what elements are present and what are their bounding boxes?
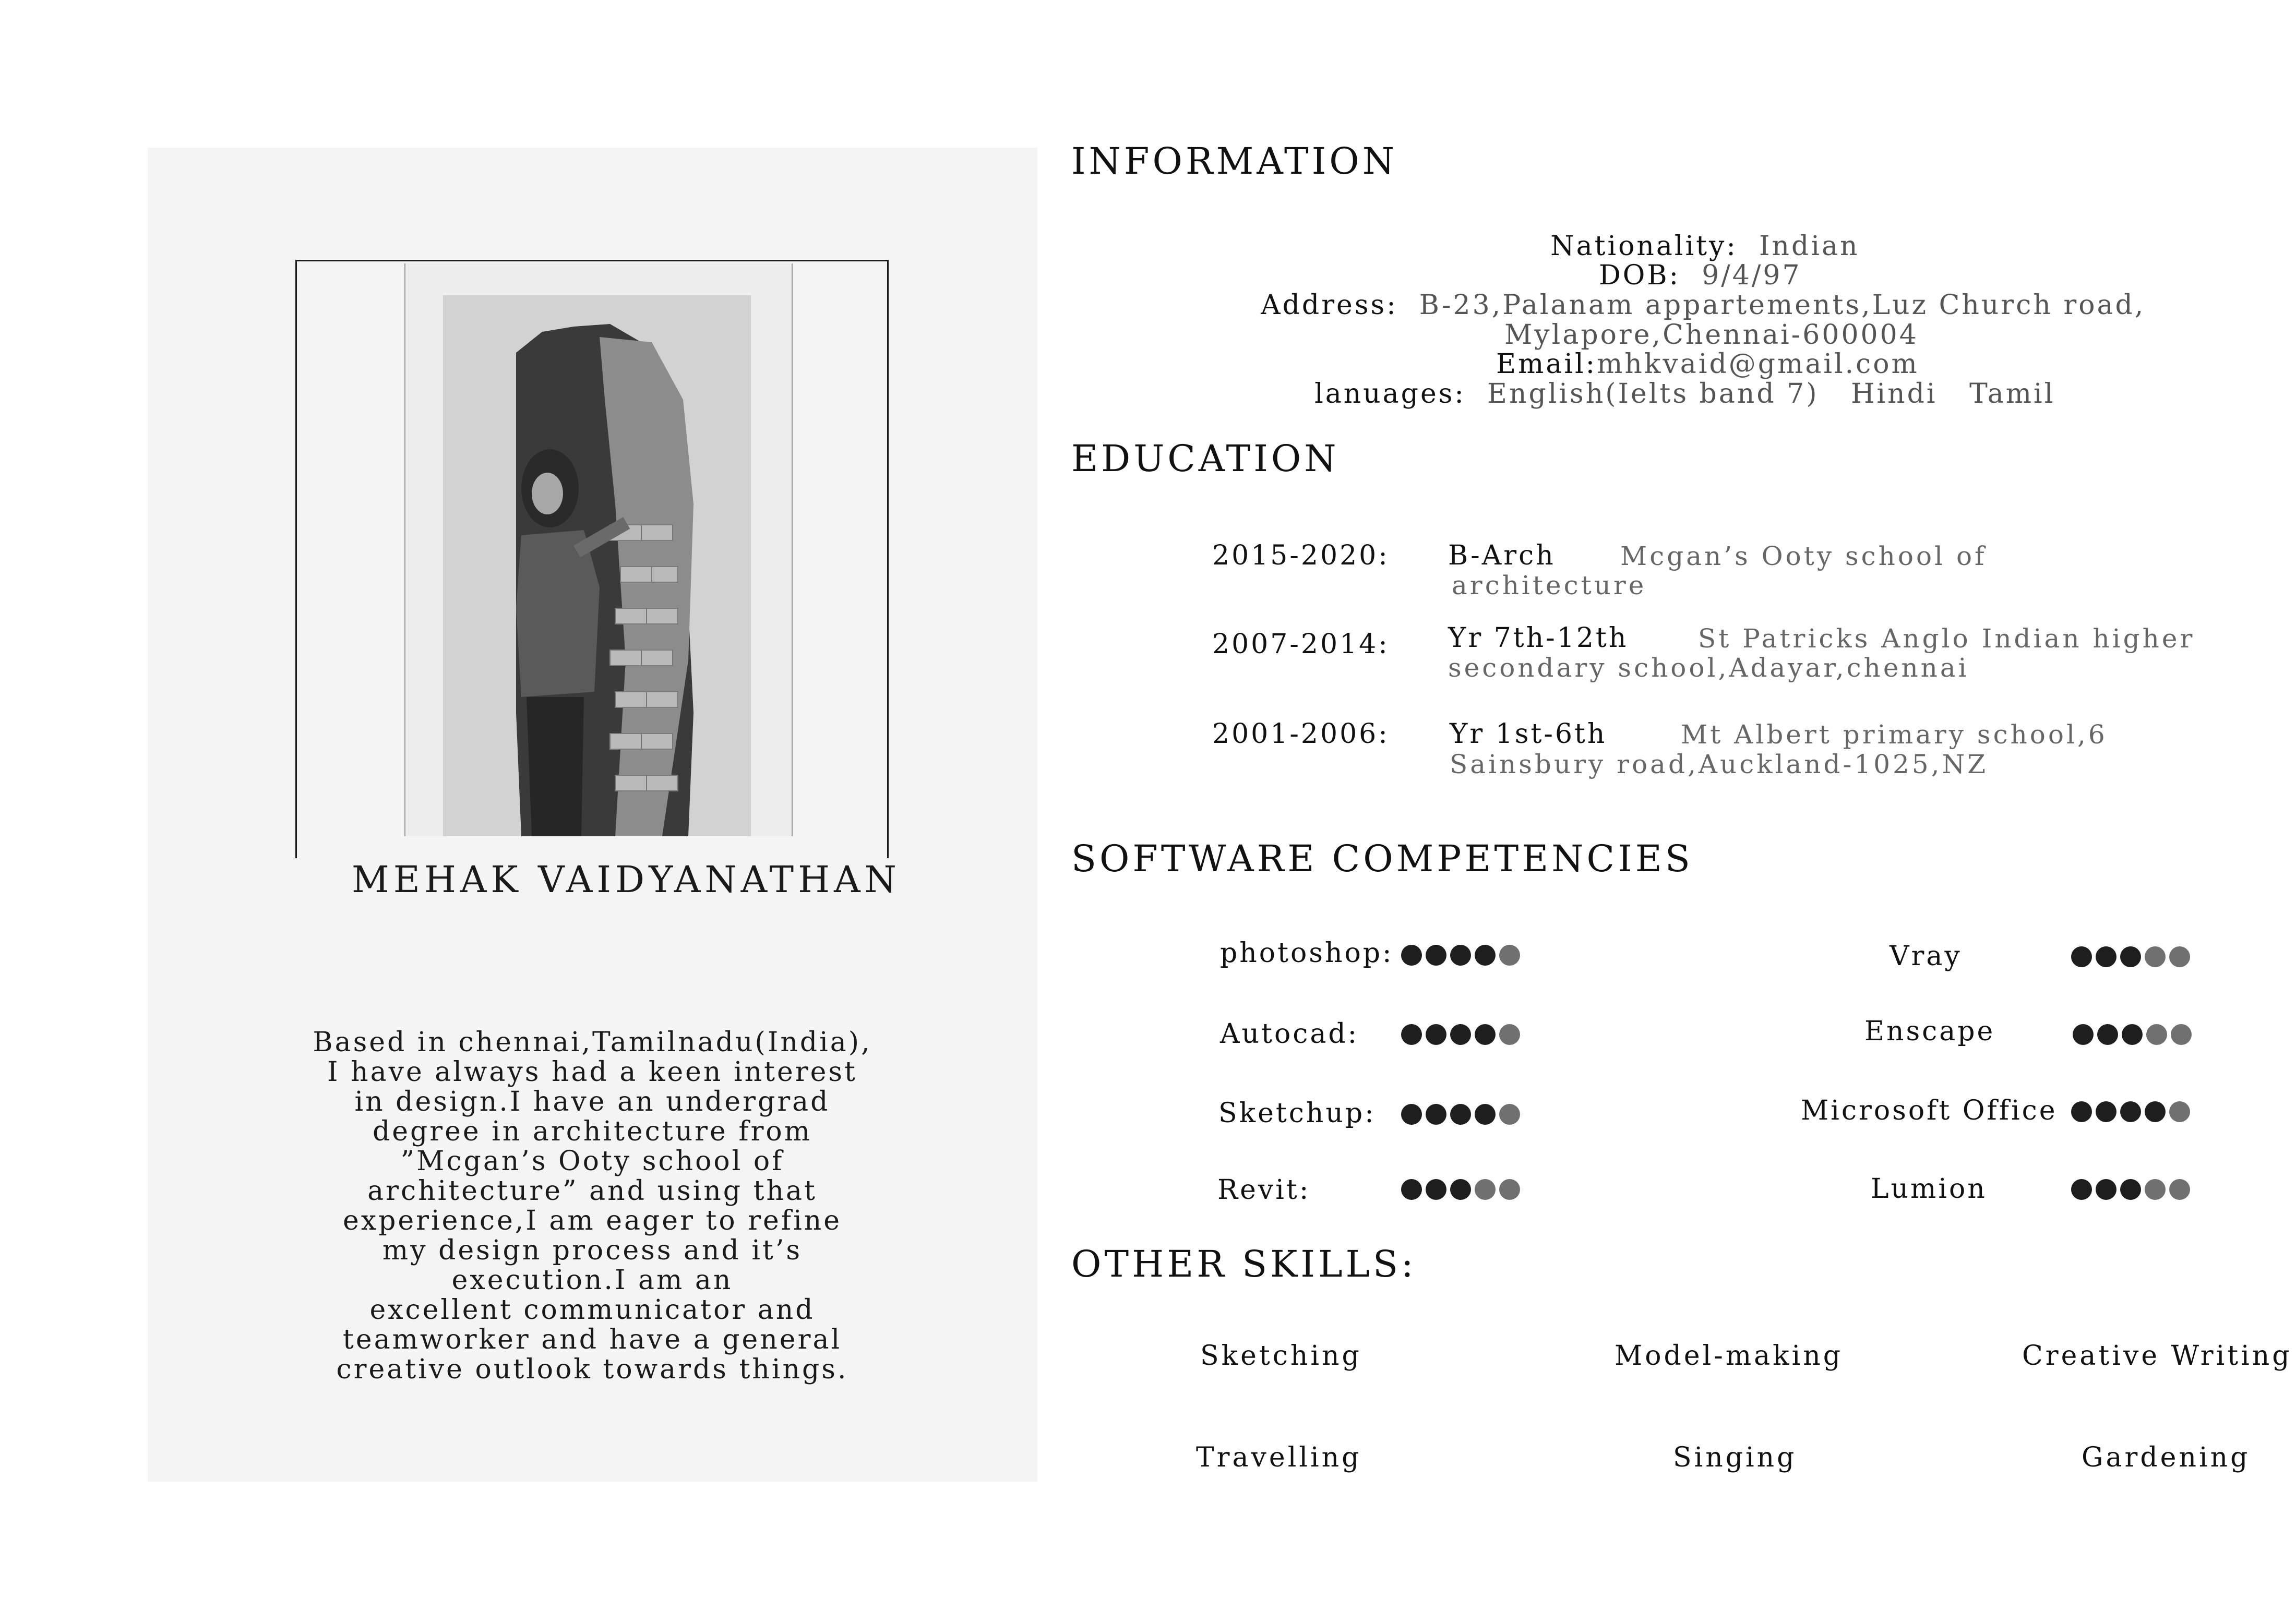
languages-row xyxy=(1293,347,2055,410)
rating-dots xyxy=(2071,946,2190,967)
email-value: mhkvaid@gmail.com xyxy=(1597,348,1919,380)
education-school: St Patricks Anglo Indian higher xyxy=(1698,623,2195,654)
rating-dots xyxy=(2073,1024,2192,1045)
skill-item: Travelling xyxy=(1196,1442,1362,1473)
rating-dot-empty xyxy=(2146,1024,2167,1045)
address-line-2: Mylapore,Chennai-600004 xyxy=(1504,319,1919,351)
skill-item: Model-making xyxy=(1615,1340,1844,1372)
rating-dots xyxy=(1401,1179,1520,1200)
education-degree: Yr 1st-6th xyxy=(1450,718,1607,750)
rating-dot-filled xyxy=(1426,1024,1446,1045)
address-label: Address: xyxy=(1261,290,1398,321)
software-name: Autocad: xyxy=(1220,1018,1359,1050)
frame-right-line xyxy=(887,260,889,880)
rating-dot-filled xyxy=(1475,945,1496,966)
education-heading: EDUCATION xyxy=(1071,437,1340,480)
education-years: 2015-2020: xyxy=(1212,540,1390,571)
software-heading: SOFTWARE COMPETENCIES xyxy=(1071,837,1693,880)
rating-dot-filled xyxy=(2120,1101,2141,1122)
rating-dot-filled xyxy=(2096,1101,2116,1122)
bio-line: creative outlook towards things. xyxy=(336,1354,848,1385)
bio-line: architecture” and using that xyxy=(367,1175,817,1207)
rating-dot-filled xyxy=(2071,1179,2092,1200)
software-name: Revit: xyxy=(1217,1174,1311,1206)
rating-dot-empty xyxy=(1499,1024,1520,1045)
bio-line: excellent communicator and xyxy=(369,1294,815,1326)
rating-dots xyxy=(1401,1024,1520,1045)
bio-line: execution.I am an xyxy=(451,1265,733,1296)
rating-dot-empty xyxy=(1499,1179,1520,1200)
bio-line: Based in chennai,Tamilnadu(India), xyxy=(313,1027,872,1058)
email-label: Email: xyxy=(1496,348,1597,380)
education-school-line2: Sainsbury road,Auckland-1025,NZ xyxy=(1450,749,1989,779)
bio-line: degree in architecture from xyxy=(372,1116,812,1147)
rating-dots xyxy=(2071,1101,2190,1122)
rating-dot-filled xyxy=(1475,1104,1496,1125)
rating-dot-filled xyxy=(1401,1179,1422,1200)
rating-dot-empty xyxy=(2169,946,2190,967)
rating-dot-filled xyxy=(1426,1179,1446,1200)
skill-item: Singing xyxy=(1673,1442,1797,1473)
rating-dot-filled xyxy=(2145,1101,2166,1122)
education-school-line2: architecture xyxy=(1452,570,1647,600)
rating-dot-empty xyxy=(1475,1179,1496,1200)
bio-line: my design process and it’s xyxy=(382,1235,803,1266)
rating-dots xyxy=(2071,1179,2190,1200)
rating-dot-filled xyxy=(1401,945,1422,966)
bio-line: experience,I am eager to refine xyxy=(343,1205,842,1236)
rating-dot-filled xyxy=(1401,1104,1422,1125)
frame-top-line xyxy=(295,260,889,261)
rating-dot-filled xyxy=(2096,1179,2116,1200)
rating-dot-filled xyxy=(2096,946,2116,967)
rating-dot-filled xyxy=(2071,946,2092,967)
software-name: Enscape xyxy=(1864,1016,1995,1047)
rating-dot-empty xyxy=(1499,1104,1520,1125)
software-name: Lumion xyxy=(1871,1173,1987,1205)
rating-dot-filled xyxy=(1450,1179,1471,1200)
profile-bio xyxy=(271,1028,913,1385)
rating-dot-filled xyxy=(1475,1024,1496,1045)
rating-dot-filled xyxy=(2120,1179,2141,1200)
education-school: Mcgan’s Ooty school of xyxy=(1620,541,1987,571)
rating-dot-filled xyxy=(1401,1024,1422,1045)
information-heading: INFORMATION xyxy=(1071,140,1397,183)
rating-dots xyxy=(1401,1104,1520,1125)
rating-dot-empty xyxy=(2169,1179,2190,1200)
rating-dot-filled xyxy=(1450,1104,1471,1125)
education-school: Mt Albert primary school,6 xyxy=(1681,719,2108,750)
language-item: Tamil xyxy=(1969,378,2055,410)
profile-name: MEHAK VAIDYANATHAN xyxy=(292,858,960,901)
rating-dot-filled xyxy=(2073,1024,2094,1045)
skill-item: Creative Writing xyxy=(2022,1340,2292,1372)
rating-dot-filled xyxy=(2120,946,2141,967)
software-name: Microsoft Office xyxy=(1801,1095,2058,1126)
rating-dot-empty xyxy=(1499,945,1520,966)
address-line-1: B-23,Palanam appartements,Luz Church road, xyxy=(1419,290,2146,321)
language-item: Hindi xyxy=(1851,378,1938,410)
frame-left-line xyxy=(295,260,297,880)
education-years: 2001-2006: xyxy=(1212,718,1390,750)
rating-dot-filled xyxy=(2071,1101,2092,1122)
software-name: Sketchup: xyxy=(1218,1098,1376,1129)
nationality-label: Nationality: xyxy=(1550,231,1738,262)
rating-dot-empty xyxy=(2145,1179,2166,1200)
bio-line: in design.I have an undergrad xyxy=(354,1086,830,1117)
language-item: English(Ielts band 7) xyxy=(1487,378,1819,410)
bio-line: I have always had a keen interest xyxy=(327,1056,857,1088)
profile-photo xyxy=(443,295,751,836)
skill-item: Sketching xyxy=(1200,1340,1362,1372)
bio-line: ”Mcgan’s Ooty school of xyxy=(400,1146,784,1177)
education-degree: B-Arch xyxy=(1448,540,1556,571)
bio-line: teamworker and have a general xyxy=(342,1324,842,1355)
rating-dot-empty xyxy=(2169,1101,2190,1122)
software-name: photoshop: xyxy=(1220,937,1394,969)
education-school-line2: secondary school,Adayar,chennai xyxy=(1448,653,1969,683)
other-skills-heading: OTHER SKILLS: xyxy=(1071,1243,1417,1285)
rating-dot-filled xyxy=(1426,945,1446,966)
skill-item: Gardening xyxy=(2082,1442,2251,1473)
dob-label: DOB: xyxy=(1599,260,1681,291)
rating-dot-filled xyxy=(1426,1104,1446,1125)
rating-dot-filled xyxy=(1450,1024,1471,1045)
rating-dot-filled xyxy=(2122,1024,2143,1045)
rating-dots xyxy=(1401,945,1520,966)
rating-dot-empty xyxy=(2145,946,2166,967)
nationality-value: Indian xyxy=(1759,231,1860,262)
dob-value: 9/4/97 xyxy=(1702,260,1802,291)
languages-label: lanuages: xyxy=(1314,378,1466,410)
rating-dot-filled xyxy=(2097,1024,2118,1045)
education-degree: Yr 7th-12th xyxy=(1448,622,1629,654)
software-name: Vray xyxy=(1890,941,1962,972)
rating-dot-filled xyxy=(1450,945,1471,966)
rating-dot-empty xyxy=(2171,1024,2192,1045)
education-years: 2007-2014: xyxy=(1212,629,1390,660)
